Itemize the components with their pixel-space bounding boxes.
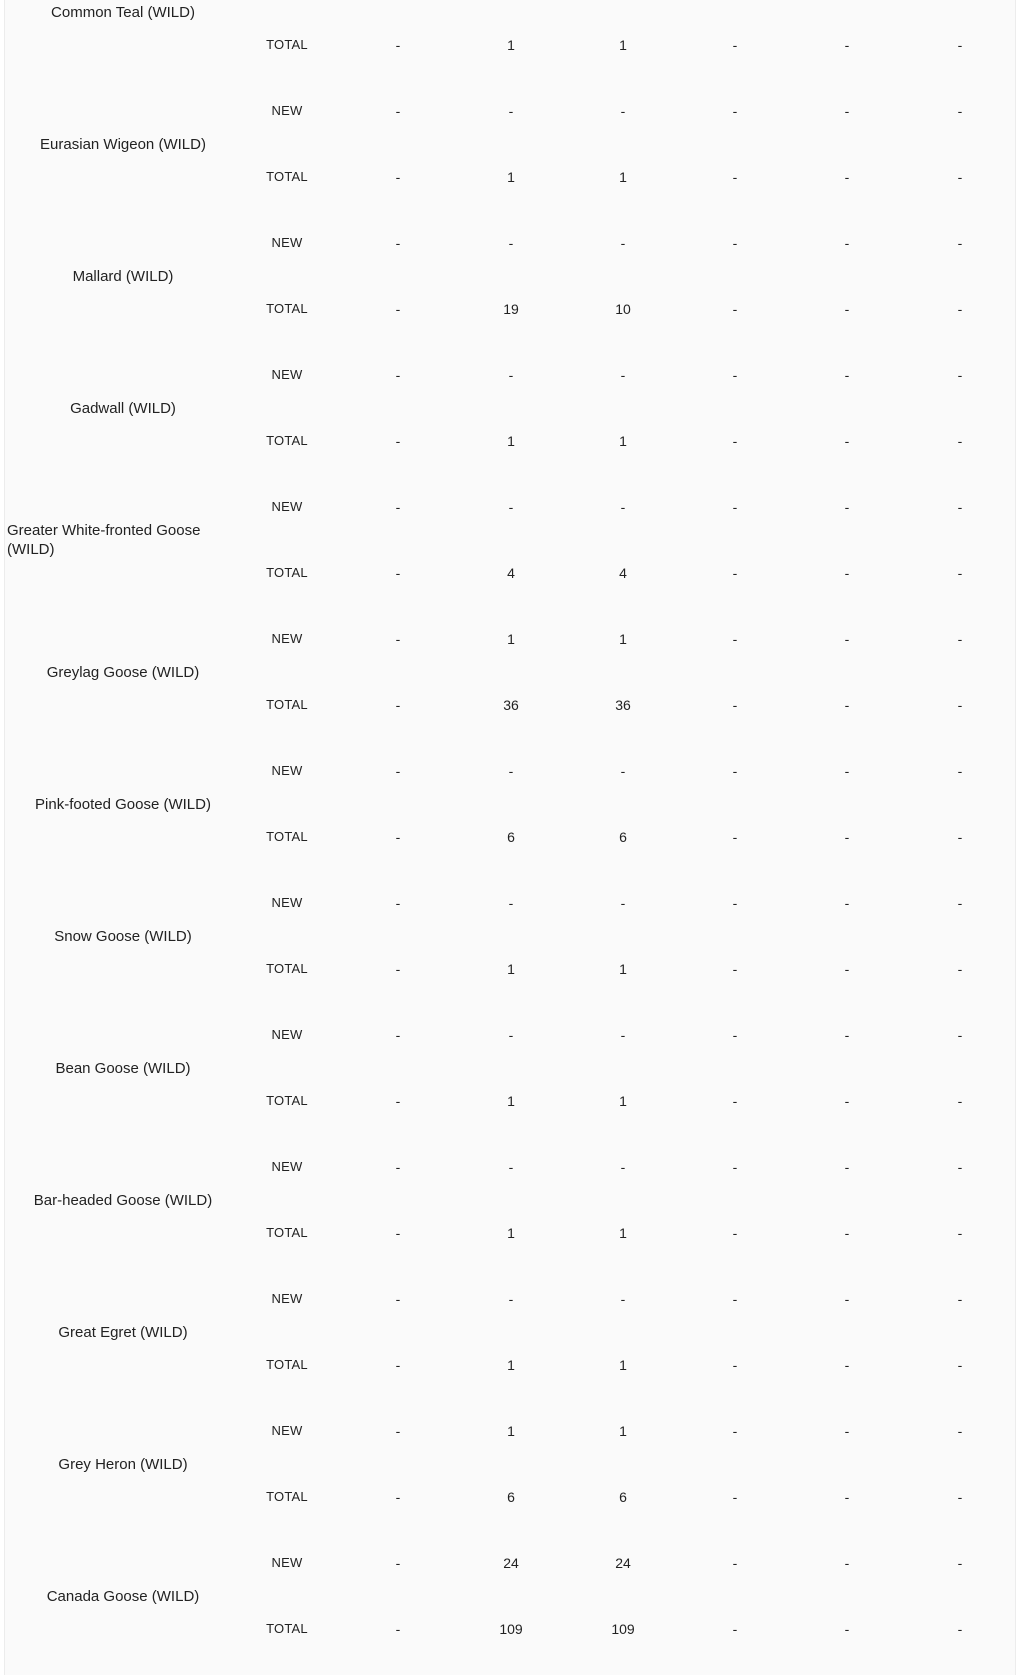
species-name: Pink-footed Goose (WILD) <box>35 795 211 813</box>
species-name: Snow Goose (WILD) <box>54 927 192 945</box>
table-cell: - <box>620 1291 626 1307</box>
table-cell: 1 <box>619 1357 627 1373</box>
table-cell: - <box>844 37 850 53</box>
table-cell: - <box>732 961 738 977</box>
species-name: Mallard (WILD) <box>72 267 174 285</box>
table-cell: - <box>508 103 514 119</box>
table-cell: - <box>732 1291 738 1307</box>
table-cell: - <box>957 433 963 449</box>
table-cell: - <box>844 367 850 383</box>
table-cell: - <box>732 235 738 251</box>
row-type-label: TOTAL <box>266 1225 308 1240</box>
row-type-label: NEW <box>271 631 303 646</box>
table-cell: - <box>957 235 963 251</box>
table-cell: - <box>620 895 626 911</box>
table-cell: - <box>395 1357 401 1373</box>
table-cell: 1 <box>507 631 515 647</box>
table-cell: 36 <box>615 697 631 713</box>
table-cell: 1 <box>507 433 515 449</box>
row-type-label: NEW <box>271 763 303 778</box>
row-type-label: TOTAL <box>266 433 308 448</box>
table-cell: - <box>957 1027 963 1043</box>
row-type-label: NEW <box>271 1291 303 1306</box>
table-cell: - <box>732 895 738 911</box>
table-cell: - <box>732 1225 738 1241</box>
table-cell: - <box>395 1093 401 1109</box>
table-cell: - <box>957 829 963 845</box>
table-cell: - <box>395 961 401 977</box>
table-cell: - <box>732 1027 738 1043</box>
species-name: Great Egret (WILD) <box>58 1323 188 1341</box>
table-cell: - <box>732 1357 738 1373</box>
table-cell: - <box>732 565 738 581</box>
table-cell: 109 <box>611 1621 635 1637</box>
table-cell: - <box>395 565 401 581</box>
table-cell: 1 <box>507 1357 515 1373</box>
table-cell: - <box>395 1027 401 1043</box>
row-type-label: NEW <box>271 103 303 118</box>
table-cell: - <box>732 1093 738 1109</box>
table-cell: - <box>395 301 401 317</box>
table-cell: - <box>508 1159 514 1175</box>
table-cell: - <box>732 433 738 449</box>
species-name: Canada Goose (WILD) <box>46 1587 200 1605</box>
table-cell: - <box>620 235 626 251</box>
table-cell: - <box>508 367 514 383</box>
table-cell: - <box>395 763 401 779</box>
table-cell: - <box>844 103 850 119</box>
table-cell: - <box>844 565 850 581</box>
table-cell: - <box>957 961 963 977</box>
table-cell: 10 <box>615 301 631 317</box>
table-cell: - <box>732 1555 738 1571</box>
table-cell: 4 <box>619 565 627 581</box>
table-cell: - <box>844 1291 850 1307</box>
table-cell: - <box>844 1357 850 1373</box>
table-cell: - <box>957 1423 963 1439</box>
table-cell: - <box>732 367 738 383</box>
table-cell: - <box>395 1291 401 1307</box>
table-cell: - <box>957 301 963 317</box>
table-cell: - <box>957 37 963 53</box>
table-cell: - <box>844 1225 850 1241</box>
row-type-label: TOTAL <box>266 1357 308 1372</box>
row-type-label: NEW <box>271 895 303 910</box>
table-cell: 1 <box>619 1093 627 1109</box>
table-cell: - <box>844 1621 850 1637</box>
table-cell: - <box>620 1027 626 1043</box>
table-cell: - <box>620 499 626 515</box>
table-cell: 6 <box>619 1489 627 1505</box>
row-type-label: TOTAL <box>266 829 308 844</box>
table-cell: - <box>395 1159 401 1175</box>
table-cell: - <box>732 103 738 119</box>
table-cell: - <box>732 1489 738 1505</box>
row-type-label: TOTAL <box>266 1489 308 1504</box>
row-type-label: NEW <box>271 235 303 250</box>
table-cell: - <box>957 763 963 779</box>
table-cell: - <box>395 433 401 449</box>
table-cell: - <box>844 895 850 911</box>
table-cell: 1 <box>619 433 627 449</box>
table-cell: - <box>508 235 514 251</box>
row-type-label: NEW <box>271 1027 303 1042</box>
table-cell: - <box>395 235 401 251</box>
species-name: Common Teal (WILD) <box>51 3 195 21</box>
species-name: Greylag Goose (WILD) <box>46 663 200 681</box>
table-cell: 6 <box>507 1489 515 1505</box>
row-type-label: TOTAL <box>266 37 308 52</box>
table-cell: - <box>508 763 514 779</box>
table-cell: - <box>395 1225 401 1241</box>
table-cell: - <box>844 169 850 185</box>
table-cell: - <box>395 367 401 383</box>
table-cell: 1 <box>507 961 515 977</box>
table-cell: - <box>395 895 401 911</box>
species-name: Bar-headed Goose (WILD) <box>33 1191 213 1209</box>
row-type-label: TOTAL <box>266 961 308 976</box>
row-type-label: NEW <box>271 1423 303 1438</box>
table-cell: - <box>844 1093 850 1109</box>
table-cell: - <box>844 631 850 647</box>
table-cell: - <box>732 37 738 53</box>
row-type-label: TOTAL <box>266 301 308 316</box>
table-cell: 24 <box>503 1555 519 1571</box>
table-cell: 4 <box>507 565 515 581</box>
table-cell: - <box>844 1489 850 1505</box>
table-cell: - <box>508 1027 514 1043</box>
table-cell: - <box>957 697 963 713</box>
row-type-label: TOTAL <box>266 1093 308 1108</box>
table-cell: - <box>844 433 850 449</box>
table-cell: - <box>395 169 401 185</box>
table-cell: - <box>844 763 850 779</box>
table-cell: - <box>957 1291 963 1307</box>
table-cell: - <box>957 499 963 515</box>
row-type-label: NEW <box>271 1555 303 1570</box>
table-cell: 19 <box>503 301 519 317</box>
table-cell: - <box>732 631 738 647</box>
table-cell: 1 <box>507 169 515 185</box>
table-cell: - <box>395 829 401 845</box>
table-cell: - <box>395 697 401 713</box>
table-cell: 1 <box>507 1225 515 1241</box>
table-cell: - <box>732 169 738 185</box>
table-cell: 1 <box>619 169 627 185</box>
table-cell: 6 <box>619 829 627 845</box>
species-name: Gadwall (WILD) <box>70 399 176 417</box>
table-cell: 24 <box>615 1555 631 1571</box>
table-cell: 1 <box>619 1225 627 1241</box>
table-cell: - <box>957 367 963 383</box>
table-cell: 1 <box>619 961 627 977</box>
table-cell: 1 <box>619 37 627 53</box>
table-cell: - <box>844 697 850 713</box>
table-cell: - <box>508 895 514 911</box>
table-cell: - <box>957 565 963 581</box>
table-cell: - <box>957 169 963 185</box>
table-cell: 1 <box>507 1093 515 1109</box>
row-type-label: TOTAL <box>266 1621 308 1636</box>
table-cell: 1 <box>507 1423 515 1439</box>
table-cell: - <box>957 1489 963 1505</box>
table-cell: - <box>957 895 963 911</box>
row-type-label: NEW <box>271 1159 303 1174</box>
table-cell: 109 <box>499 1621 523 1637</box>
table-cell: - <box>620 103 626 119</box>
table-cell: - <box>957 631 963 647</box>
row-type-label: TOTAL <box>266 169 308 184</box>
table-cell: - <box>508 499 514 515</box>
table-cell: - <box>957 1621 963 1637</box>
table-cell: - <box>395 631 401 647</box>
table-cell: - <box>395 103 401 119</box>
species-table <box>4 0 1016 1675</box>
table-cell: - <box>844 499 850 515</box>
row-type-label: NEW <box>271 367 303 382</box>
table-cell: - <box>957 1555 963 1571</box>
species-name: Bean Goose (WILD) <box>55 1059 191 1077</box>
row-type-label: NEW <box>271 499 303 514</box>
table-cell: - <box>395 499 401 515</box>
table-cell: 1 <box>507 37 515 53</box>
table-cell: - <box>844 1555 850 1571</box>
table-cell: - <box>732 1423 738 1439</box>
table-cell: - <box>732 763 738 779</box>
table-cell: - <box>395 1489 401 1505</box>
table-cell: - <box>508 1291 514 1307</box>
row-type-label: TOTAL <box>266 697 308 712</box>
table-cell: 1 <box>619 631 627 647</box>
table-cell: - <box>620 1159 626 1175</box>
table-cell: - <box>395 37 401 53</box>
species-name: Eurasian Wigeon (WILD) <box>40 135 206 153</box>
table-cell: - <box>395 1555 401 1571</box>
table-cell: - <box>844 235 850 251</box>
table-cell: - <box>957 1357 963 1373</box>
table-cell: - <box>957 1159 963 1175</box>
table-cell: - <box>957 1093 963 1109</box>
species-name: Grey Heron (WILD) <box>58 1455 188 1473</box>
table-cell: - <box>957 103 963 119</box>
table-cell: - <box>395 1423 401 1439</box>
species-name: Greater White-fronted Goose (WILD) <box>7 522 201 558</box>
table-cell: - <box>844 829 850 845</box>
table-cell: - <box>395 1621 401 1637</box>
table-cell: - <box>732 697 738 713</box>
row-type-label: TOTAL <box>266 565 308 580</box>
table-cell: - <box>844 961 850 977</box>
table-cell: 6 <box>507 829 515 845</box>
table-cell: - <box>732 1621 738 1637</box>
table-cell: - <box>844 1027 850 1043</box>
table-cell: - <box>844 1159 850 1175</box>
table-cell: - <box>957 1225 963 1241</box>
table-cell: 1 <box>619 1423 627 1439</box>
table-cell: - <box>844 1423 850 1439</box>
table-cell: 36 <box>503 697 519 713</box>
table-cell: - <box>732 499 738 515</box>
table-cell: - <box>620 367 626 383</box>
table-cell: - <box>732 829 738 845</box>
table-cell: - <box>732 301 738 317</box>
table-cell: - <box>620 763 626 779</box>
table-cell: - <box>844 301 850 317</box>
table-cell: - <box>732 1159 738 1175</box>
